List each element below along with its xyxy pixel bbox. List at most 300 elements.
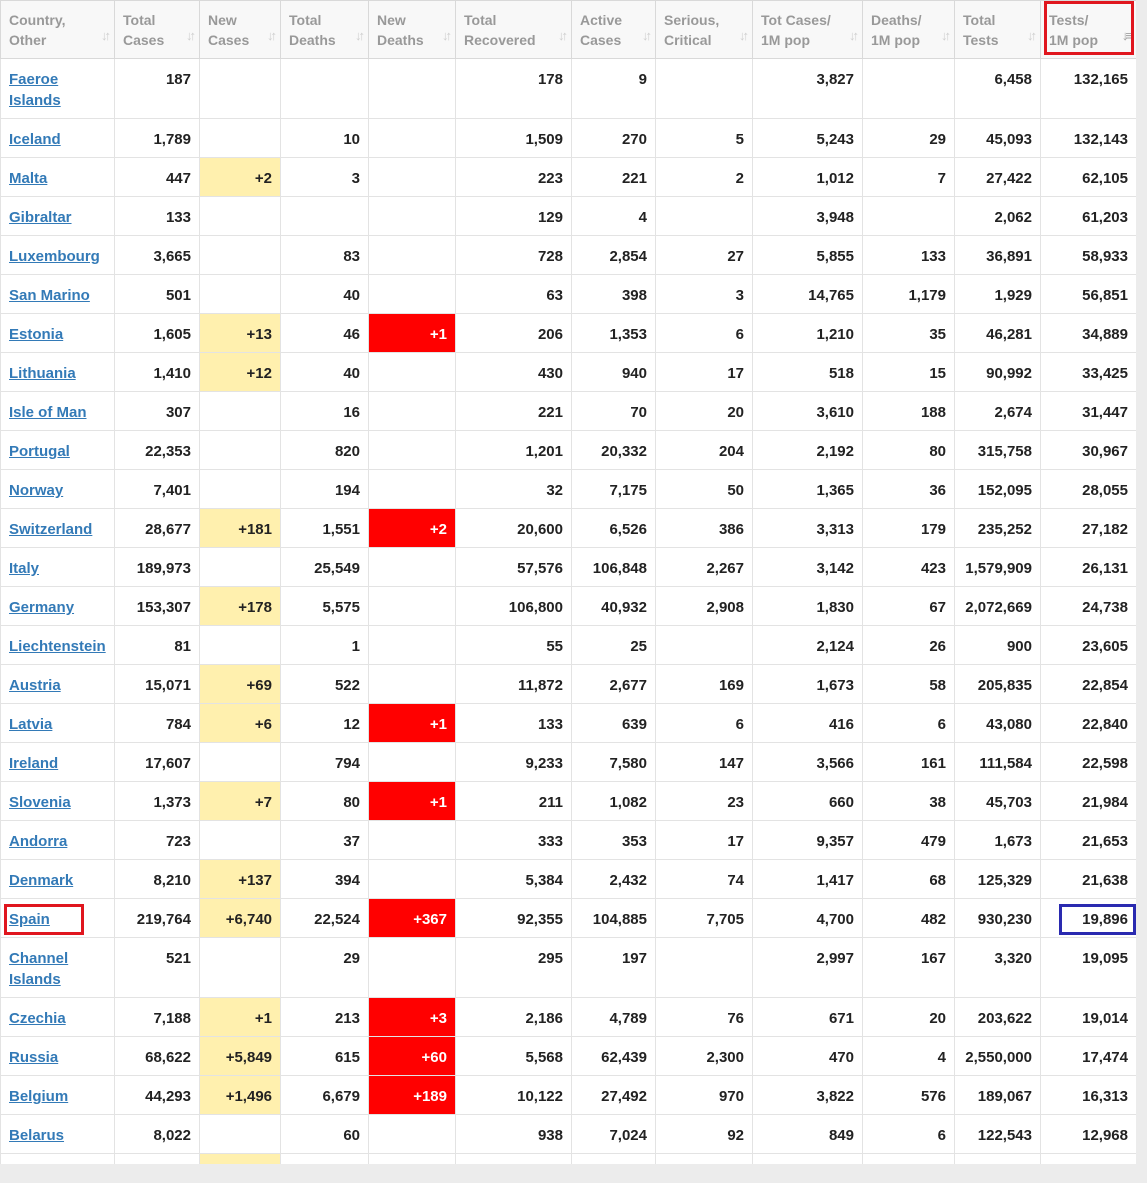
country-link[interactable]: Lithuania [9, 365, 76, 382]
cell-col-11: 132,165 [1041, 59, 1137, 119]
sort-arrows-icon[interactable]: ↓↑ [442, 28, 449, 43]
cell-col-2 [200, 431, 281, 470]
cell-col-1: 81 [115, 626, 200, 665]
cell-col-8: 14,765 [753, 275, 863, 314]
country-cell[interactable] [1, 782, 115, 821]
cell-col-4 [369, 665, 456, 704]
sort-arrows-icon[interactable]: ↓↑ [849, 28, 856, 43]
cell-col-3 [281, 1154, 369, 1165]
cell-col-9: 80 [863, 431, 955, 470]
cell-col-5: 32 [456, 470, 572, 509]
country-link[interactable]: Andorra [9, 833, 68, 850]
country-link[interactable]: Portugal [9, 443, 70, 460]
country-cell[interactable] [1, 743, 115, 782]
cell-col-7: 2 [656, 158, 753, 197]
country-link[interactable]: San Marino [9, 287, 90, 304]
cell-col-4 [369, 548, 456, 587]
cell-col-9: 36 [863, 470, 955, 509]
table-row [1, 821, 1137, 860]
country-cell[interactable] [1, 236, 115, 275]
cell-col-5: 11,872 [456, 665, 572, 704]
cell-col-11: 19,095 [1041, 938, 1137, 998]
country-link[interactable]: Isle of Man [9, 404, 87, 421]
cell-col-8: 671 [753, 998, 863, 1037]
column-header-line1: Deaths/ [871, 12, 922, 28]
cell-col-8: 3,566 [753, 743, 863, 782]
cell-col-10: 2,072,669 [955, 587, 1041, 626]
cell-col-7: 23 [656, 782, 753, 821]
table-row [1, 1037, 1137, 1076]
cell-col-5: 221 [456, 392, 572, 431]
country-link[interactable]: Estonia [9, 326, 64, 343]
country-cell[interactable] [1, 665, 115, 704]
cell-col-4 [369, 392, 456, 431]
cell-col-7: 970 [656, 1076, 753, 1115]
cell-col-11: 56,851 [1041, 275, 1137, 314]
cell-col-2 [200, 59, 281, 119]
country-cell[interactable] [1, 197, 115, 236]
cell-col-4: +3 [369, 998, 456, 1037]
cell-col-9 [863, 197, 955, 236]
column-header-1[interactable] [115, 1, 200, 59]
cell-col-6 [572, 1154, 656, 1165]
country-cell[interactable] [1, 1037, 115, 1076]
cell-col-1: 307 [115, 392, 200, 431]
table-row [1, 59, 1137, 119]
country-cell[interactable] [1, 548, 115, 587]
country-link[interactable]: Spain [9, 911, 50, 928]
column-header-line1: Active [580, 12, 623, 28]
cell-col-1 [115, 1154, 200, 1165]
cell-col-1: 44,293 [115, 1076, 200, 1115]
column-header-line1: Tests/ [1049, 12, 1089, 28]
cell-col-1: 1,373 [115, 782, 200, 821]
cell-col-3: 10 [281, 119, 369, 158]
cell-col-5: 5,568 [456, 1037, 572, 1076]
cell-col-10: 43,080 [955, 704, 1041, 743]
sort-arrows-icon[interactable]: ↓↑ [941, 28, 948, 43]
cell-col-3: 80 [281, 782, 369, 821]
cell-col-7: 74 [656, 860, 753, 899]
cell-col-8: 3,948 [753, 197, 863, 236]
cell-col-11: 24,738 [1041, 587, 1137, 626]
cell-col-6: 2,854 [572, 236, 656, 275]
cell-col-8: 660 [753, 782, 863, 821]
country-cell[interactable] [1, 59, 115, 119]
country-cell[interactable] [1, 509, 115, 548]
cell-col-8: 2,192 [753, 431, 863, 470]
cell-col-6: 27,492 [572, 1076, 656, 1115]
country-link[interactable]: Russia [9, 1049, 59, 1066]
country-link[interactable]: Belarus [9, 1127, 65, 1144]
cell-col-2 [200, 275, 281, 314]
column-header-7[interactable] [656, 1, 753, 59]
sort-arrows-icon[interactable]: ↓↑ [101, 28, 108, 43]
cell-col-11: 22,840 [1041, 704, 1137, 743]
country-link[interactable]: Faeroe Islands [9, 71, 61, 109]
table-row [1, 119, 1137, 158]
cell-col-7: 2,267 [656, 548, 753, 587]
table-row [1, 1076, 1137, 1115]
cell-col-4: +1 [369, 314, 456, 353]
country-link[interactable]: Austria [9, 677, 61, 694]
table-row [1, 548, 1137, 587]
cell-col-2: +13 [200, 314, 281, 353]
column-header-line2: Cases [123, 32, 165, 48]
cell-col-9: 38 [863, 782, 955, 821]
cell-col-2: +69 [200, 665, 281, 704]
cell-col-5 [456, 1154, 572, 1165]
cell-col-1: 22,353 [115, 431, 200, 470]
column-header-line2: 1M pop [761, 32, 810, 48]
country-link[interactable]: Norway [9, 482, 64, 499]
cell-col-1: 68,622 [115, 1037, 200, 1076]
cell-col-9: 6 [863, 704, 955, 743]
cell-col-7: 169 [656, 665, 753, 704]
table-row [1, 743, 1137, 782]
cell-col-8: 1,673 [753, 665, 863, 704]
cell-col-4 [369, 1154, 456, 1165]
country-cell[interactable] [1, 860, 115, 899]
cell-col-5: 9,233 [456, 743, 572, 782]
cell-col-10: 203,622 [955, 998, 1041, 1037]
country-link[interactable]: Belgium [9, 1088, 69, 1105]
cell-col-4: +1 [369, 782, 456, 821]
country-cell[interactable] [1, 119, 115, 158]
country-cell[interactable] [1, 1115, 115, 1154]
table-row [1, 938, 1137, 998]
cell-col-2 [200, 392, 281, 431]
column-header-line1: Total [464, 12, 497, 28]
cell-col-11: 12,968 [1041, 1115, 1137, 1154]
sort-arrows-icon[interactable]: ↓↑ [186, 28, 193, 43]
cell-col-7: 2,300 [656, 1037, 753, 1076]
cell-col-10: 930,230 [955, 899, 1041, 938]
column-header-line1: New [377, 12, 406, 28]
cell-col-10: 111,584 [955, 743, 1041, 782]
cell-col-2 [200, 938, 281, 998]
table-row [1, 704, 1137, 743]
cell-col-7: 7,705 [656, 899, 753, 938]
cell-col-3 [281, 197, 369, 236]
cell-col-9: 482 [863, 899, 955, 938]
country-cell[interactable] [1, 431, 115, 470]
column-header-4[interactable] [369, 1, 456, 59]
cell-col-7: 17 [656, 821, 753, 860]
cell-col-1: 1,605 [115, 314, 200, 353]
cell-col-10: 46,281 [955, 314, 1041, 353]
country-link[interactable]: Latvia [9, 716, 53, 733]
cell-col-7: 3 [656, 275, 753, 314]
country-link[interactable]: Czechia [9, 1010, 66, 1027]
cell-col-4 [369, 431, 456, 470]
cell-col-7: 5 [656, 119, 753, 158]
cell-col-11: 23,605 [1041, 626, 1137, 665]
cell-col-9: 68 [863, 860, 955, 899]
cell-col-1: 3,665 [115, 236, 200, 275]
cell-col-1: 133 [115, 197, 200, 236]
cell-col-11 [1041, 1154, 1137, 1165]
cell-col-4 [369, 119, 456, 158]
cell-col-6: 25 [572, 626, 656, 665]
cell-col-11: 19,014 [1041, 998, 1137, 1037]
cell-col-3: 29 [281, 938, 369, 998]
country-cell[interactable] [1, 998, 115, 1037]
cell-col-11: 31,447 [1041, 392, 1137, 431]
cell-col-7 [656, 938, 753, 998]
cell-col-11: 34,889 [1041, 314, 1137, 353]
cell-col-2: +137 [200, 860, 281, 899]
cell-col-7: 17 [656, 353, 753, 392]
cell-col-10 [955, 1154, 1041, 1165]
column-header-line1: Country, [9, 12, 66, 28]
cell-col-9: 1,179 [863, 275, 955, 314]
cell-col-8: 470 [753, 1037, 863, 1076]
cell-col-1: 1,789 [115, 119, 200, 158]
column-header-line1: Tot Cases/ [761, 12, 831, 28]
cell-col-8: 1,365 [753, 470, 863, 509]
cell-col-7 [656, 1154, 753, 1165]
cell-col-5: 129 [456, 197, 572, 236]
cell-col-6: 7,175 [572, 470, 656, 509]
table-row [1, 665, 1137, 704]
cell-col-2: +1,496 [200, 1076, 281, 1115]
country-cell[interactable] [1, 704, 115, 743]
cell-col-11: 61,203 [1041, 197, 1137, 236]
cell-col-8 [753, 1154, 863, 1165]
cell-col-5: 333 [456, 821, 572, 860]
cell-col-9: 7 [863, 158, 955, 197]
country-link[interactable]: Malta [9, 170, 48, 187]
sort-desc-icon[interactable]: ↓≡ [1121, 28, 1130, 43]
cell-col-4 [369, 626, 456, 665]
cell-col-8: 4,700 [753, 899, 863, 938]
cell-col-6: 940 [572, 353, 656, 392]
cell-col-3: 16 [281, 392, 369, 431]
country-cell[interactable] [1, 821, 115, 860]
sort-arrows-icon[interactable]: ↓↑ [642, 28, 649, 43]
cell-col-7: 50 [656, 470, 753, 509]
cell-col-3: 46 [281, 314, 369, 353]
cell-col-7: 6 [656, 704, 753, 743]
country-cell[interactable] [1, 392, 115, 431]
cell-col-7: 2,908 [656, 587, 753, 626]
cell-col-3: 820 [281, 431, 369, 470]
country-cell[interactable] [1, 1154, 115, 1165]
column-header-line2: Cases [208, 32, 250, 48]
cell-col-6: 4 [572, 197, 656, 236]
cell-col-8: 9,357 [753, 821, 863, 860]
country-cell[interactable] [1, 626, 115, 665]
cell-col-4 [369, 158, 456, 197]
cell-col-7: 204 [656, 431, 753, 470]
cell-col-8: 1,012 [753, 158, 863, 197]
cell-col-10: 2,550,000 [955, 1037, 1041, 1076]
cell-col-5: 211 [456, 782, 572, 821]
table-row [1, 431, 1137, 470]
cell-col-1: 153,307 [115, 587, 200, 626]
country-cell[interactable] [1, 158, 115, 197]
cell-col-1: 8,210 [115, 860, 200, 899]
cell-col-5: 63 [456, 275, 572, 314]
country-link[interactable]: Italy [9, 560, 40, 577]
cell-col-1: 501 [115, 275, 200, 314]
column-header-line1: Total [963, 12, 996, 28]
column-header-8[interactable] [753, 1, 863, 59]
cell-col-4 [369, 353, 456, 392]
cell-col-5: 57,576 [456, 548, 572, 587]
country-cell[interactable] [1, 899, 115, 938]
sort-arrows-icon[interactable]: ↓↑ [1027, 28, 1034, 43]
column-header-line2: Deaths [377, 32, 424, 48]
sort-arrows-icon[interactable]: ↓↑ [355, 28, 362, 43]
cell-col-3: 1 [281, 626, 369, 665]
cell-col-6: 353 [572, 821, 656, 860]
country-cell[interactable] [1, 275, 115, 314]
column-header-line2: Other [9, 32, 47, 48]
cell-col-6: 270 [572, 119, 656, 158]
cell-col-3: 40 [281, 353, 369, 392]
cell-col-10: 36,891 [955, 236, 1041, 275]
country-link[interactable]: Channel Islands [9, 950, 69, 988]
cell-col-9: 20 [863, 998, 955, 1037]
header-row [1, 1, 1137, 59]
cell-col-2: +5,849 [200, 1037, 281, 1076]
cell-col-7: 76 [656, 998, 753, 1037]
cell-col-8: 5,855 [753, 236, 863, 275]
cell-col-1: 447 [115, 158, 200, 197]
cell-col-2 [200, 821, 281, 860]
cell-col-10: 6,458 [955, 59, 1041, 119]
country-cell[interactable] [1, 470, 115, 509]
cell-col-6: 1,353 [572, 314, 656, 353]
sort-arrows-icon[interactable]: ↓↑ [739, 28, 746, 43]
cell-col-8: 416 [753, 704, 863, 743]
cell-col-5: 106,800 [456, 587, 572, 626]
cell-col-2: +1 [200, 998, 281, 1037]
table-row [1, 587, 1137, 626]
cell-col-6: 9 [572, 59, 656, 119]
cell-col-2 [200, 119, 281, 158]
cell-col-8: 5,243 [753, 119, 863, 158]
country-link[interactable]: Ireland [9, 755, 59, 772]
cell-col-6: 2,677 [572, 665, 656, 704]
country-link[interactable]: Gibraltar [9, 209, 72, 226]
cell-col-8: 518 [753, 353, 863, 392]
cell-col-3 [281, 59, 369, 119]
column-header-9[interactable] [863, 1, 955, 59]
cell-col-3: 394 [281, 860, 369, 899]
country-link[interactable]: Germany [9, 599, 75, 616]
country-link[interactable]: Luxembourg [9, 248, 100, 265]
cell-col-5: 430 [456, 353, 572, 392]
cell-col-3: 40 [281, 275, 369, 314]
cell-col-1: 7,401 [115, 470, 200, 509]
cell-col-11: 17,474 [1041, 1037, 1137, 1076]
cell-col-6: 1,082 [572, 782, 656, 821]
cell-col-3: 22,524 [281, 899, 369, 938]
cell-col-1: 7,188 [115, 998, 200, 1037]
cell-col-3: 6,679 [281, 1076, 369, 1115]
cell-col-4: +189 [369, 1076, 456, 1115]
column-header-6[interactable] [572, 1, 656, 59]
column-header-11[interactable] [1041, 1, 1137, 59]
cell-col-6: 70 [572, 392, 656, 431]
cell-col-6: 2,432 [572, 860, 656, 899]
cell-col-4 [369, 59, 456, 119]
table-row [1, 782, 1137, 821]
cell-col-2 [200, 1154, 281, 1165]
cell-col-5: 178 [456, 59, 572, 119]
table-row [1, 626, 1137, 665]
cell-col-11: 26,131 [1041, 548, 1137, 587]
cell-col-10: 235,252 [955, 509, 1041, 548]
cell-col-8: 1,210 [753, 314, 863, 353]
column-header-line1: Serious, [664, 12, 720, 28]
cell-col-2: +178 [200, 587, 281, 626]
cell-col-4 [369, 275, 456, 314]
cell-col-10: 122,543 [955, 1115, 1041, 1154]
cell-col-6: 62,439 [572, 1037, 656, 1076]
country-cell[interactable] [1, 353, 115, 392]
cell-col-11: 19,896 [1041, 899, 1137, 938]
country-link[interactable]: Denmark [9, 872, 74, 889]
cell-col-4 [369, 470, 456, 509]
cell-col-8: 3,827 [753, 59, 863, 119]
column-header-line1: Total [289, 12, 322, 28]
country-cell[interactable] [1, 938, 115, 998]
cell-col-10: 1,579,909 [955, 548, 1041, 587]
cell-col-3: 5,575 [281, 587, 369, 626]
table-row [1, 314, 1137, 353]
cell-col-6: 197 [572, 938, 656, 998]
column-header-line2: 1M pop [871, 32, 920, 48]
country-cell[interactable] [1, 314, 115, 353]
cell-col-2: +12 [200, 353, 281, 392]
cell-col-5: 5,384 [456, 860, 572, 899]
column-header-2[interactable] [200, 1, 281, 59]
sort-arrows-icon[interactable]: ↓↑ [558, 28, 565, 43]
cell-col-7: 147 [656, 743, 753, 782]
cell-col-9: 576 [863, 1076, 955, 1115]
column-header-0[interactable] [1, 1, 115, 59]
cell-col-11: 33,425 [1041, 353, 1137, 392]
column-header-10[interactable] [955, 1, 1041, 59]
country-link[interactable]: Iceland [9, 131, 61, 148]
country-cell[interactable] [1, 587, 115, 626]
cell-col-9 [863, 1154, 955, 1165]
column-header-5[interactable] [456, 1, 572, 59]
cell-col-2 [200, 236, 281, 275]
cell-col-1: 17,607 [115, 743, 200, 782]
sort-arrows-icon[interactable]: ↓↑ [267, 28, 274, 43]
cell-col-8: 3,142 [753, 548, 863, 587]
cell-col-5: 2,186 [456, 998, 572, 1037]
cell-col-1: 15,071 [115, 665, 200, 704]
country-link[interactable]: Liechtenstein [9, 638, 106, 655]
cell-col-9: 67 [863, 587, 955, 626]
table-row [1, 353, 1137, 392]
country-link[interactable]: Slovenia [9, 794, 71, 811]
table-row [1, 998, 1137, 1037]
cell-col-9: 6 [863, 1115, 955, 1154]
cell-col-7 [656, 59, 753, 119]
country-cell[interactable] [1, 1076, 115, 1115]
column-header-3[interactable] [281, 1, 369, 59]
cell-col-2 [200, 626, 281, 665]
cell-col-7: 20 [656, 392, 753, 431]
country-link[interactable]: Switzerland [9, 521, 93, 538]
